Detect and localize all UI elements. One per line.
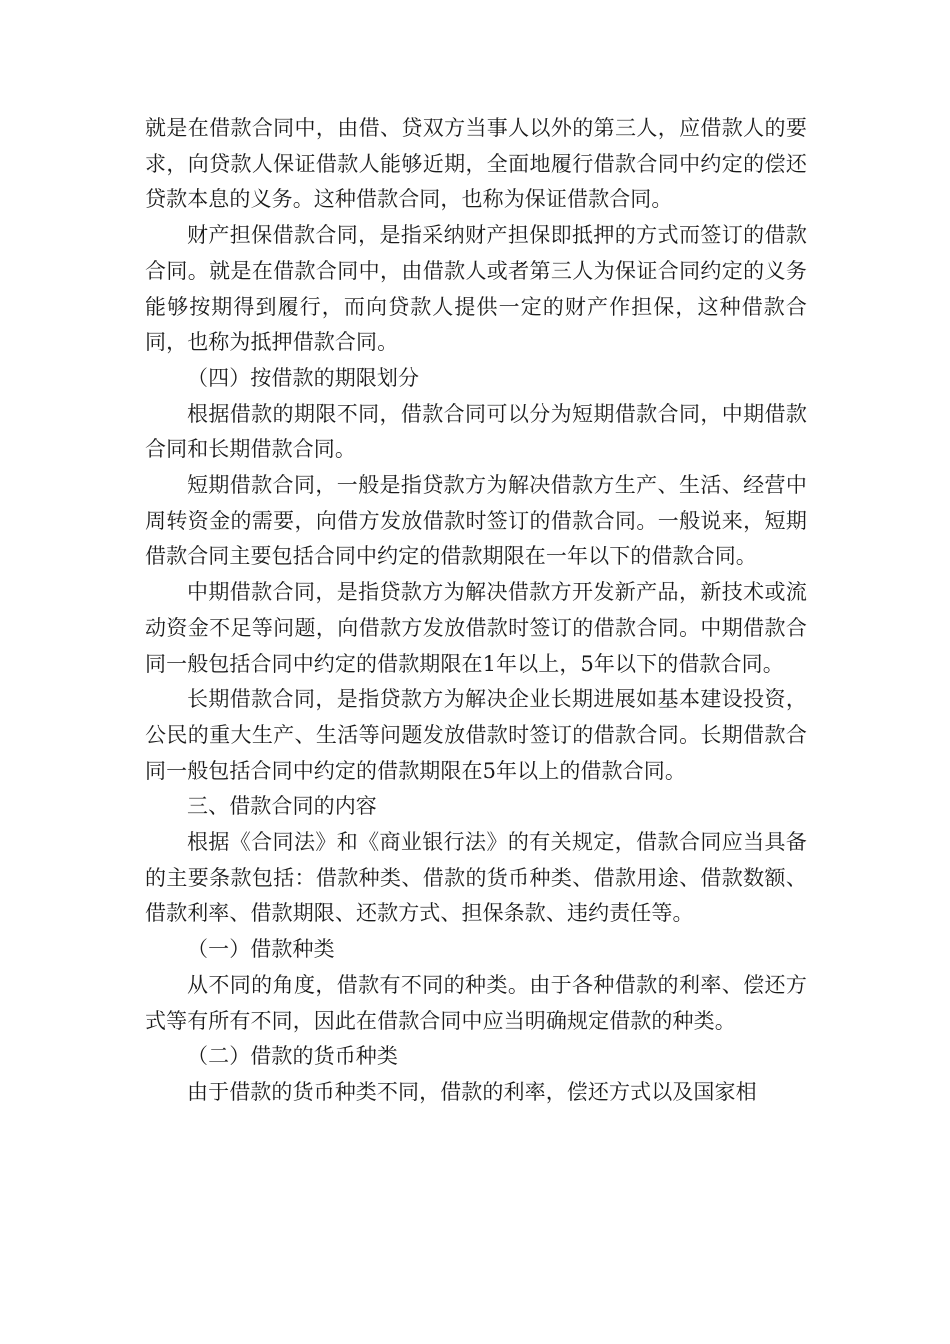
paragraph: 由于借款的货币种类不同，借款的利率，偿还方式以及国家相 [187, 1079, 757, 1104]
paragraph: 根据《合同法》和《商业银行法》的有关规定，借款合同应当具备的主要条款包括：借款种类、借款的货币种类、借款用途、借款数额、借款利率、借款期限、还款方式、担保条款、违约责任等。 [145, 830, 807, 926]
section-heading: （二）借款的货币种类 [187, 1044, 398, 1069]
section-heading: 三、借款合同的内容 [187, 794, 377, 819]
paragraph: 长期借款合同，是指贷款方为解决企业长期进展如基本建设投资，公民的重大生产、生活等问题发放借款时签订的借款合同。长期借款合同一般包括合同中约定的借款期限在5年以上的借款合同。 [145, 687, 807, 783]
section-heading: （一）借款种类 [187, 937, 335, 962]
paragraph: 根据借款的期限不同，借款合同可以分为短期借款合同，中期借款合同和长期借款合同。 [145, 401, 807, 462]
document-body [145, 111, 807, 1111]
paragraph-continued: 就是在借款合同中，由借、贷双方当事人以外的第三人，应借款人的要求，向贷款人保证借款人能够近期，全面地履行借款合同中约定的偿还贷款本息的义务。这种借款合同，也称为保证借款合同。 [145, 116, 807, 212]
paragraph: 从不同的角度，借款有不同的种类。由于各种借款的利率、偿还方式等有所有不同，因此在借款合同中应当明确规定借款的种类。 [145, 972, 807, 1033]
section-heading: （四）按借款的期限划分 [187, 365, 420, 390]
paragraph: 财产担保借款合同，是指采纳财产担保即抵押的方式而签订的借款合同。就是在借款合同中，由借款人或者第三人为保证合同约定的义务能够按期得到履行，而向贷款人提供一定的财产作担保，这种借款合同，也称为抵押借款合同。 [145, 223, 807, 355]
paragraph: 短期借款合同，一般是指贷款方为解决借款方生产、生活、经营中周转资金的需要，向借方发放借款时签订的借款合同。一般说来，短期借款合同主要包括合同中约定的借款期限在一年以下的借款合同。 [145, 473, 807, 569]
paragraph: 中期借款合同，是指贷款方为解决借款方开发新产品，新技术或流动资金不足等问题，向借款方发放借款时签订的借款合同。中期借款合同一般包括合同中约定的借款期限在1年以上，5年以下的借款合同。 [145, 580, 807, 676]
